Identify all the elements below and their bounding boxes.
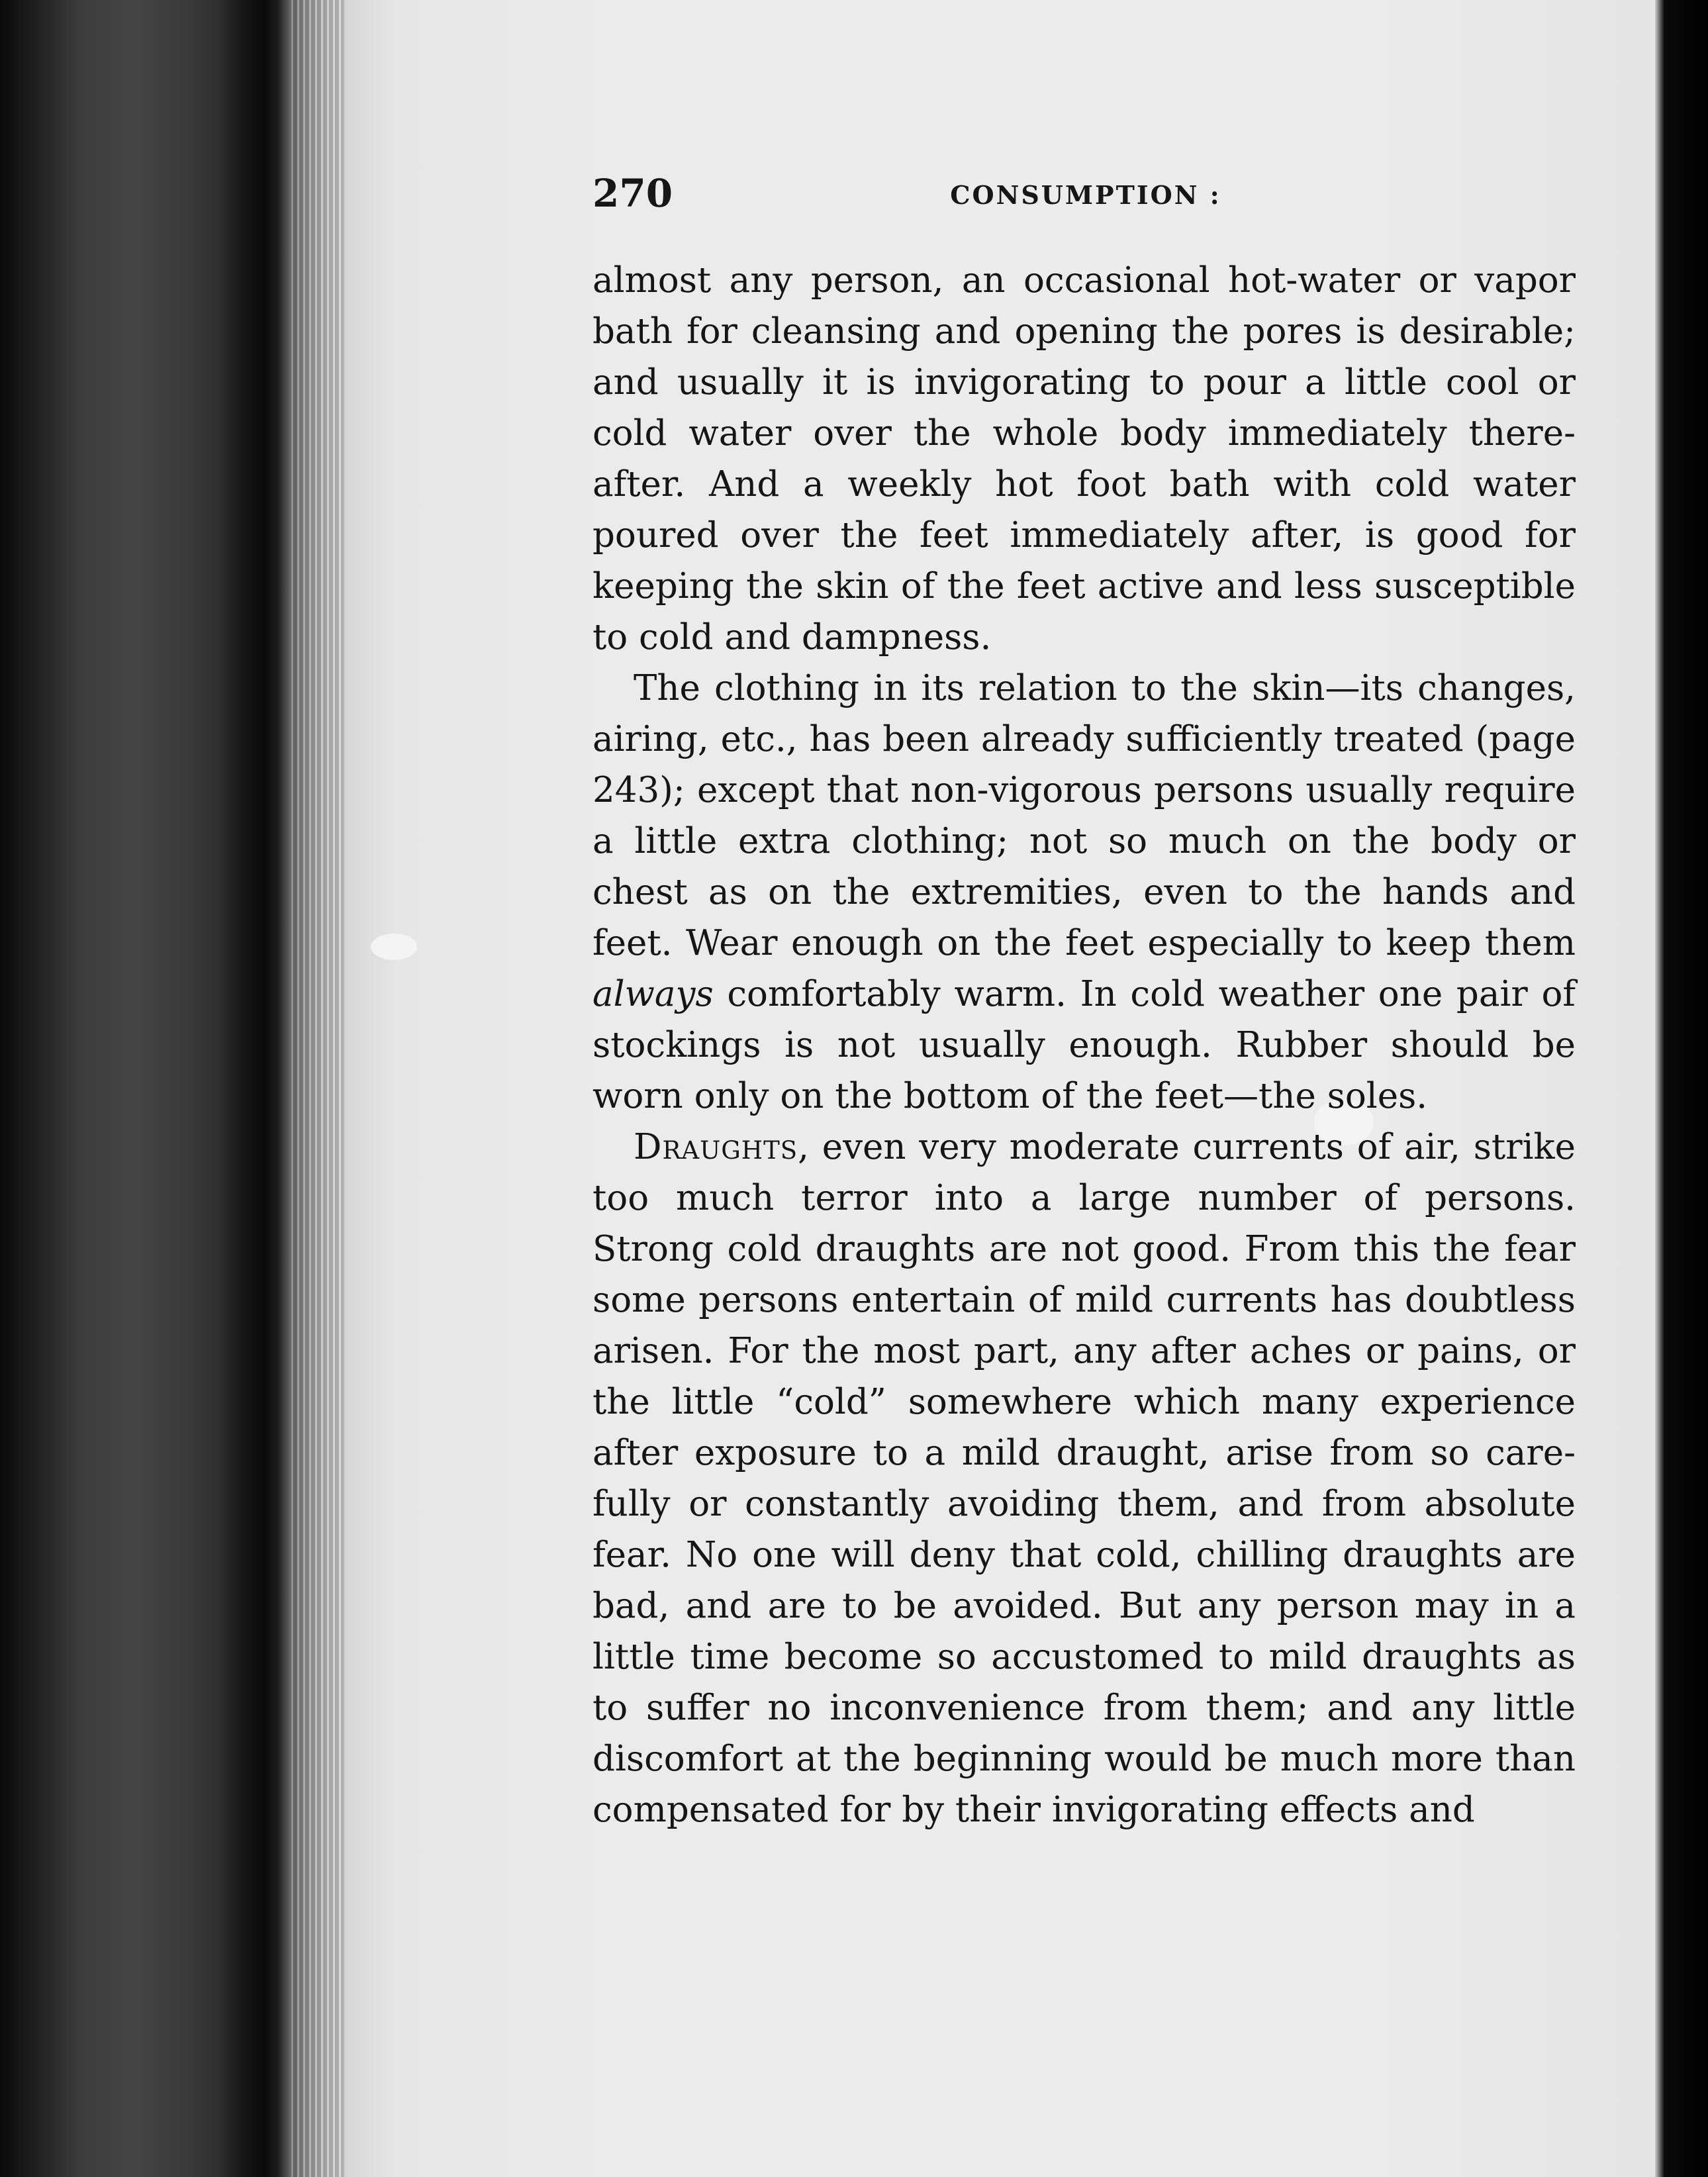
body-text <box>593 255 1576 1835</box>
right-page-edge <box>1655 0 1708 2177</box>
paragraph-3 <box>593 1122 1576 1835</box>
paper-blemish <box>371 934 417 960</box>
paragraph-2 <box>593 663 1576 1122</box>
page-header <box>593 166 1579 225</box>
paragraph-text: , even very moderate currents of air, strike too much terror into a large number of persons. Strong cold draughts are not good. From this the fear some persons entertain of mild currents has doubtless arisen. For the most part, any after aches or pains, or the little “cold” somewhere which many experience after exposure to a mild draught, arise from so care-fully or constantly avoiding them, and from absolute fear. No one will deny that cold, chilling draughts are bad, and are to be avoided. But any person may in a little time become so accustomed to mild draughts as to suffer no inconvenience from them; and any little discomfort at the beginning would be much more than compensated for by their invigorating effects and <box>593 1127 1576 1830</box>
emphasis-text: always <box>593 974 714 1014</box>
paragraph-text: The clothing in its relation to the skin—its changes, airing, etc., has been already sufficiently treated (page 243); except that non-vigorous persons usually require a little extra clothing; not so much on the body or chest as on the extremities, even to the hands and feet. Wear enough on the feet especially to keep them <box>593 668 1576 963</box>
paragraph-1 <box>593 255 1576 663</box>
section-lead-word: Draughts <box>634 1127 798 1167</box>
running-head: CONSUMPTION : <box>950 180 1221 210</box>
paragraph-text: almost any person, an occasional hot-water or vapor bath for cleansing and opening the pores is desirable; and usually it is invigorating to pour a little cool or cold water over the whole body immediately there-after. And a weekly hot foot bath with cold water poured over the feet immediately after, is good for keeping the skin of the feet active and less susceptible to cold and dampness. <box>593 260 1576 657</box>
paragraph-text: comfortably warm. In cold weather one pair of stockings is not usually enough. Rubber should be worn only on the bottom of the feet—the soles. <box>593 974 1576 1116</box>
page-number: 270 <box>593 171 673 216</box>
